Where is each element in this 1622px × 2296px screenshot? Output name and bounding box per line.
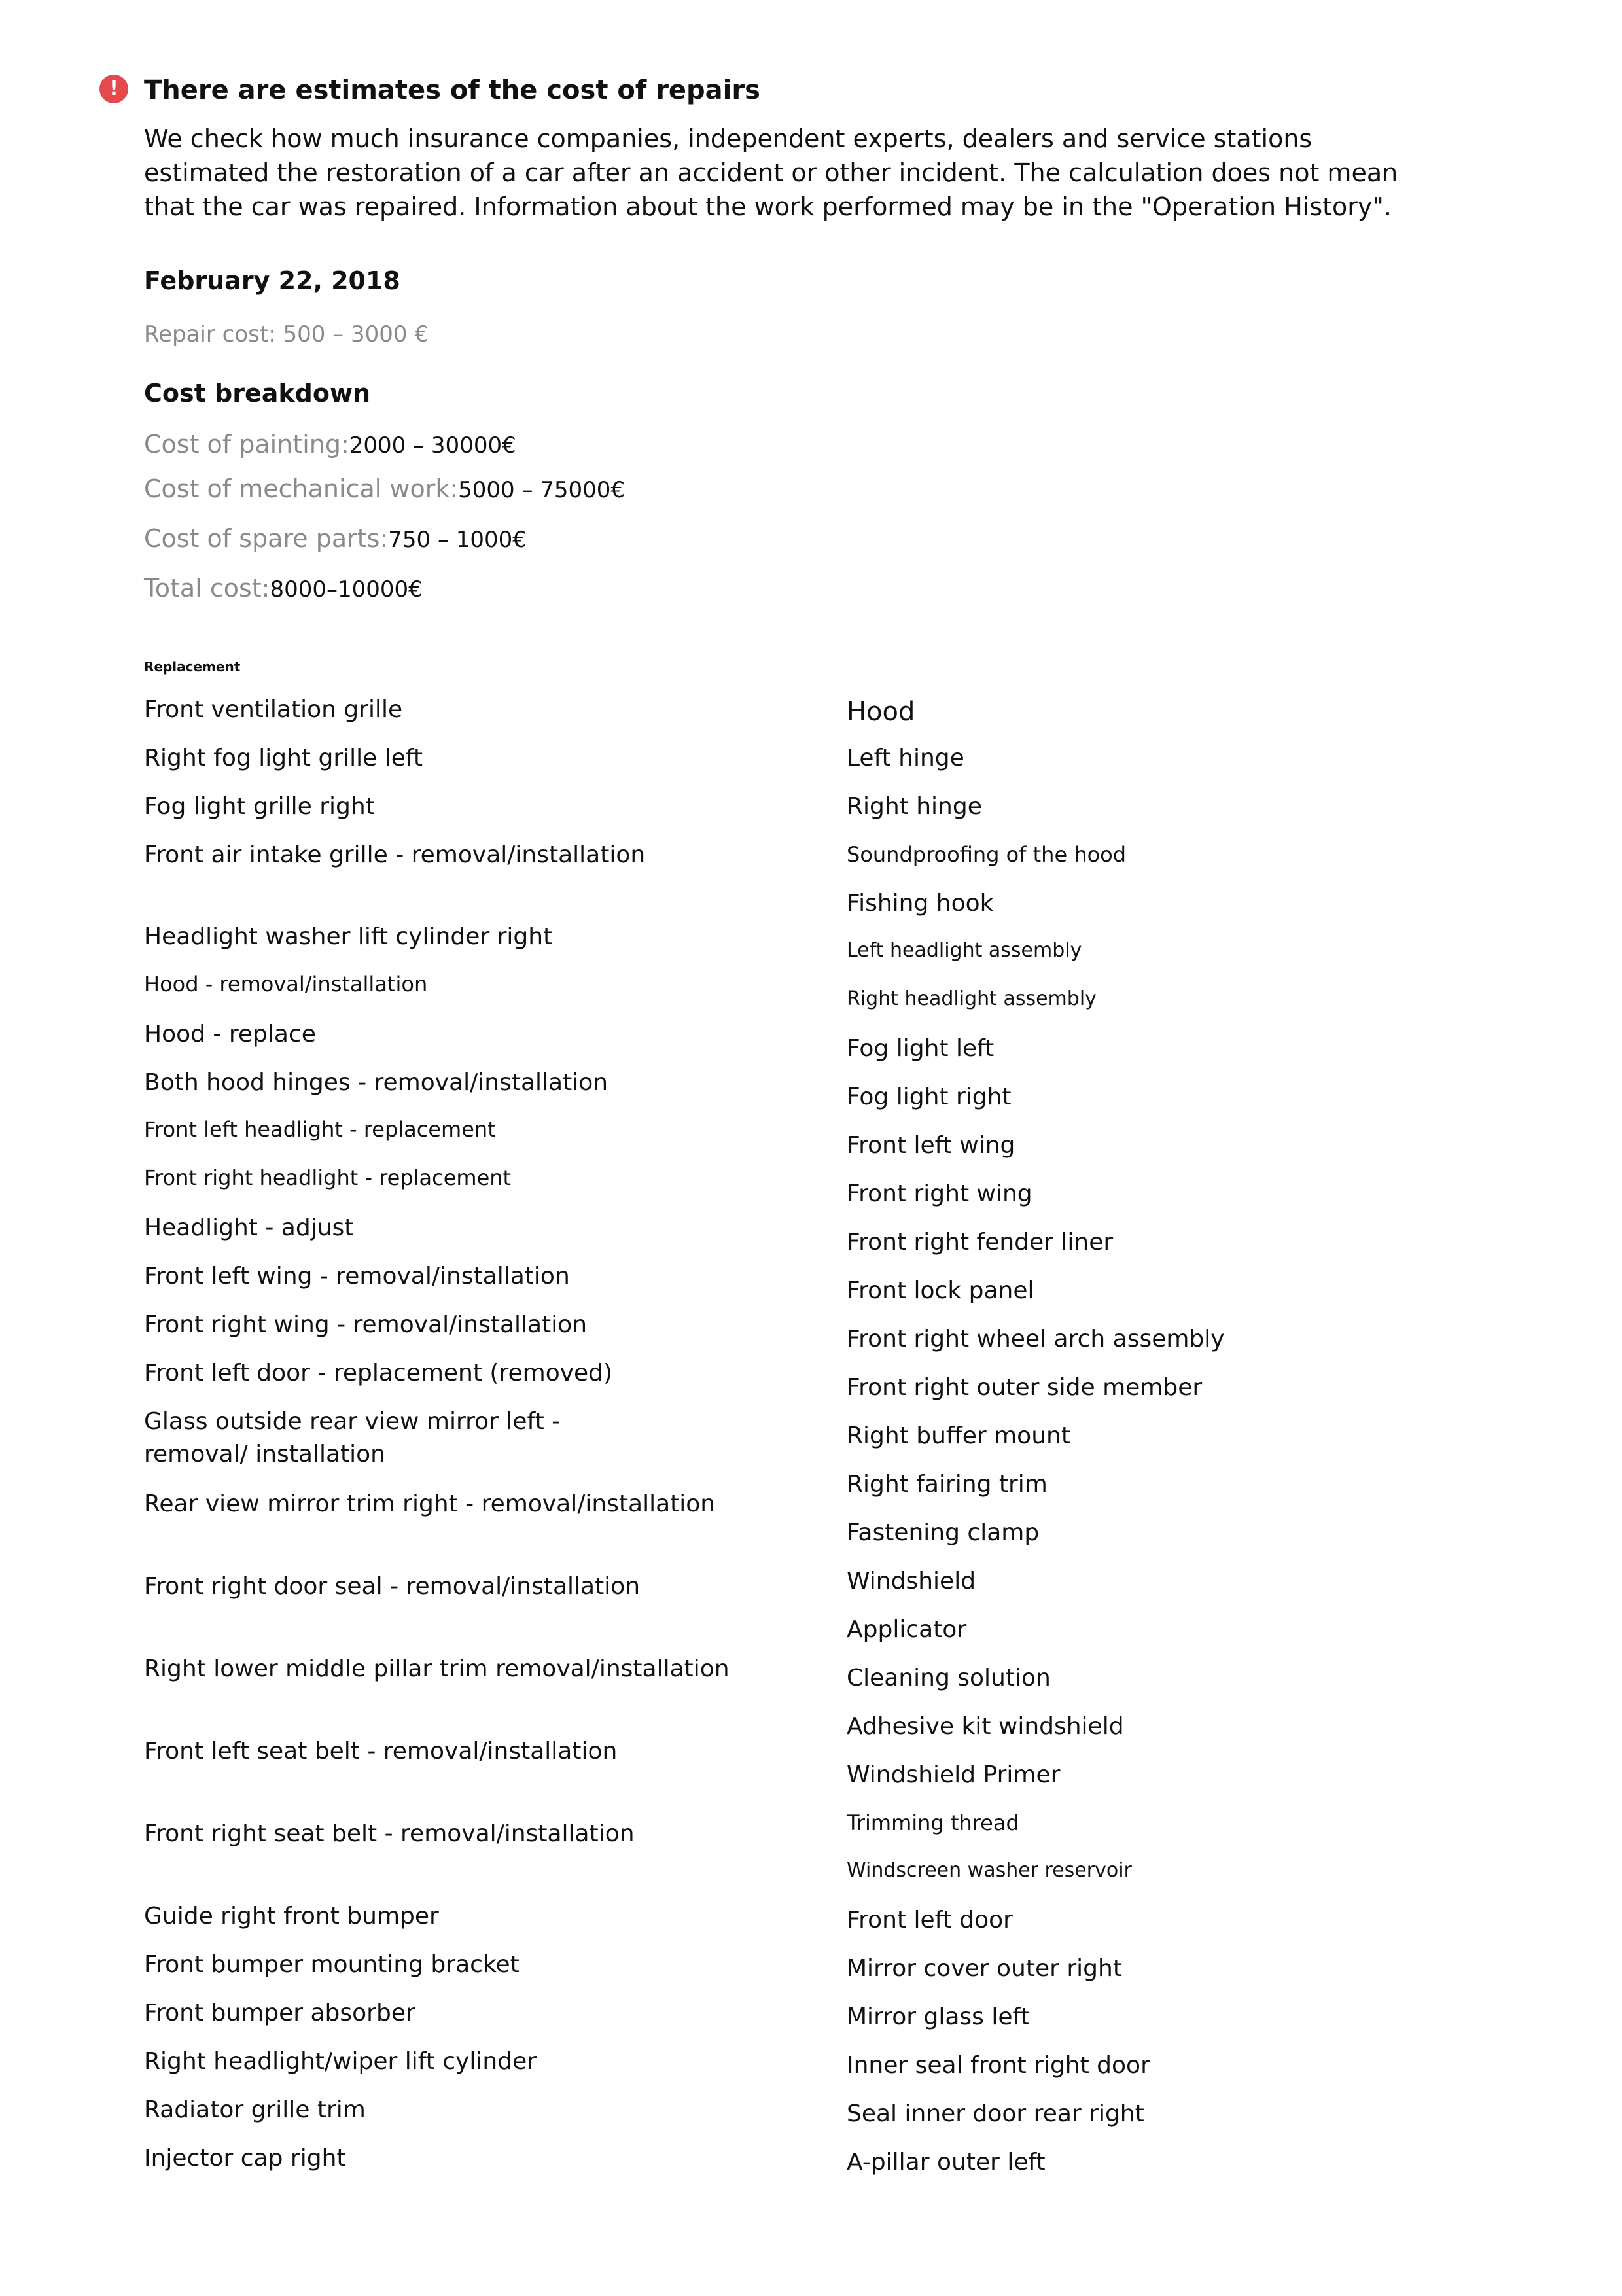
notice-text: We check how much insurance companies, independent experts, dealers and service stations estimated the restoration of a car after an accident or other incident. The calculation does not mean that the car was repaired. Information about the work performed may be in the "Operation History".: [144, 124, 1398, 221]
replacement-work-item: Front right door seal - removal/installation: [144, 1573, 641, 1600]
replacement-part-item: Hood: [847, 697, 915, 727]
exclamation-circle-icon: !: [99, 75, 128, 103]
notice-title: There are estimates of the cost of repairs: [144, 75, 760, 105]
replacement-part-item: A-pillar outer left: [847, 2149, 1046, 2176]
replacement-work-item: Front right wing - removal/installation: [144, 1311, 588, 1338]
cost-value: 2000 – 30000€: [349, 433, 516, 459]
cost-row-total: [144, 573, 423, 609]
replacement-work-item: Front ventilation grille: [144, 696, 403, 723]
cost-label: Cost of mechanical work:: [144, 474, 459, 503]
cost-value: 5000 – 75000€: [458, 477, 626, 503]
replacement-work-item: Radiator grille trim: [144, 2096, 366, 2123]
replacement-part-item: Front right outer side member: [847, 1374, 1203, 1401]
replacement-part-item: Front right wing: [847, 1180, 1032, 1207]
replacement-part-item: Inner seal front right door: [847, 2052, 1150, 2079]
replacement-work-item: Front right seat belt - removal/installation: [144, 1820, 635, 1847]
cost-label: Total cost:: [144, 574, 270, 603]
replacement-work-item: Right headlight/wiper lift cylinder: [144, 2048, 537, 2075]
replacement-part-item: Windshield Primer: [847, 1761, 1061, 1788]
replacement-part-item: Mirror cover outer right: [847, 1955, 1122, 1982]
replacement-part-item: Soundproofing of the hood: [847, 842, 1127, 867]
replacement-part-item: Windshield: [847, 1568, 976, 1595]
replacement-part-item: Right headlight assembly: [847, 987, 1097, 1010]
replacement-work-item: Front right headlight - replacement: [144, 1165, 512, 1190]
cost-value: 750 – 1000€: [388, 527, 527, 553]
replacement-part-item: Fog light left: [847, 1035, 995, 1062]
replacement-part-item: Front lock panel: [847, 1277, 1034, 1304]
replacement-part-item: Cleaning solution: [847, 1665, 1051, 1691]
replacement-part-item: Fastening clamp: [847, 1519, 1040, 1546]
replacement-work-item: Front left wing - removal/installation: [144, 1263, 570, 1290]
replacement-work-item: Front air intake grille - removal/installation: [144, 841, 646, 868]
cost-breakdown-title: Cost breakdown: [144, 379, 371, 408]
replacement-part-item: Applicator: [847, 1616, 967, 1643]
replacement-work-item: Headlight washer lift cylinder right: [144, 923, 553, 950]
replacement-work-item: Right lower middle pillar trim removal/installation: [144, 1655, 730, 1682]
replacement-work-item: Front bumper absorber: [144, 2000, 415, 2026]
replacement-work-item: Guide right front bumper: [144, 1903, 439, 1930]
replacement-part-item: Seal inner door rear right: [847, 2100, 1144, 2127]
replacement-work-item: Hood - replace: [144, 1021, 316, 1048]
replacement-work-item: Front left headlight - replacement: [144, 1117, 496, 1142]
replacement-part-item: Windscreen washer reservoir: [847, 1859, 1132, 1882]
cost-row-spare-parts: [144, 523, 527, 559]
replacement-work-item: Glass outside rear view mirror left - removal/ installation: [144, 1408, 561, 1468]
replacement-part-item: Fishing hook: [847, 890, 994, 917]
replacement-part-item: Front right wheel arch assembly: [847, 1326, 1225, 1352]
replacement-section-label: Replacement: [144, 659, 241, 675]
replacement-part-item: Front left wing: [847, 1132, 1015, 1159]
replacement-part-item: Right buffer mount: [847, 1422, 1070, 1449]
replacement-work-item: Hood - removal/installation: [144, 972, 428, 997]
cost-value: 8000–10000€: [270, 576, 423, 603]
cost-row-mechanical: [144, 474, 625, 509]
replacement-work-item: Front left door - replacement (removed): [144, 1360, 613, 1386]
replacement-part-item: Right hinge: [847, 793, 982, 820]
replacement-part-item: Mirror glass left: [847, 2004, 1030, 2030]
replacement-work-item: Front bumper mounting bracket: [144, 1951, 520, 1978]
repair-cost: Repair cost: 500 – 3000 €: [144, 321, 429, 347]
replacement-part-item: Fog light right: [847, 1084, 1012, 1110]
cost-label: Cost of painting:: [144, 430, 349, 459]
replacement-work-item: Fog light grille right: [144, 793, 375, 820]
replacement-part-item: Adhesive kit windshield: [847, 1713, 1124, 1740]
replacement-work-item: Headlight - adjust: [144, 1214, 354, 1241]
replacement-part-item: Front right fender liner: [847, 1229, 1114, 1256]
replacement-work-item: Both hood hinges - removal/installation: [144, 1069, 608, 1096]
estimate-date: February 22, 2018: [144, 266, 400, 295]
replacement-part-item: Front left door: [847, 1907, 1013, 1934]
replacement-work-item: Right fog light grille left: [144, 745, 423, 771]
cost-label: Cost of spare parts:: [144, 524, 389, 553]
replacement-work-item: Rear view mirror trim right - removal/installation: [144, 1491, 716, 1517]
replacement-part-item: Right fairing trim: [847, 1471, 1048, 1498]
replacement-work-item: Injector cap right: [144, 2145, 346, 2172]
cost-row-painting: [144, 429, 516, 465]
replacement-part-item: Left hinge: [847, 745, 964, 771]
replacement-part-item: Left headlight assembly: [847, 939, 1082, 962]
replacement-work-item: Front left seat belt - removal/installation: [144, 1738, 618, 1765]
replacement-part-item: Trimming thread: [847, 1810, 1019, 1835]
